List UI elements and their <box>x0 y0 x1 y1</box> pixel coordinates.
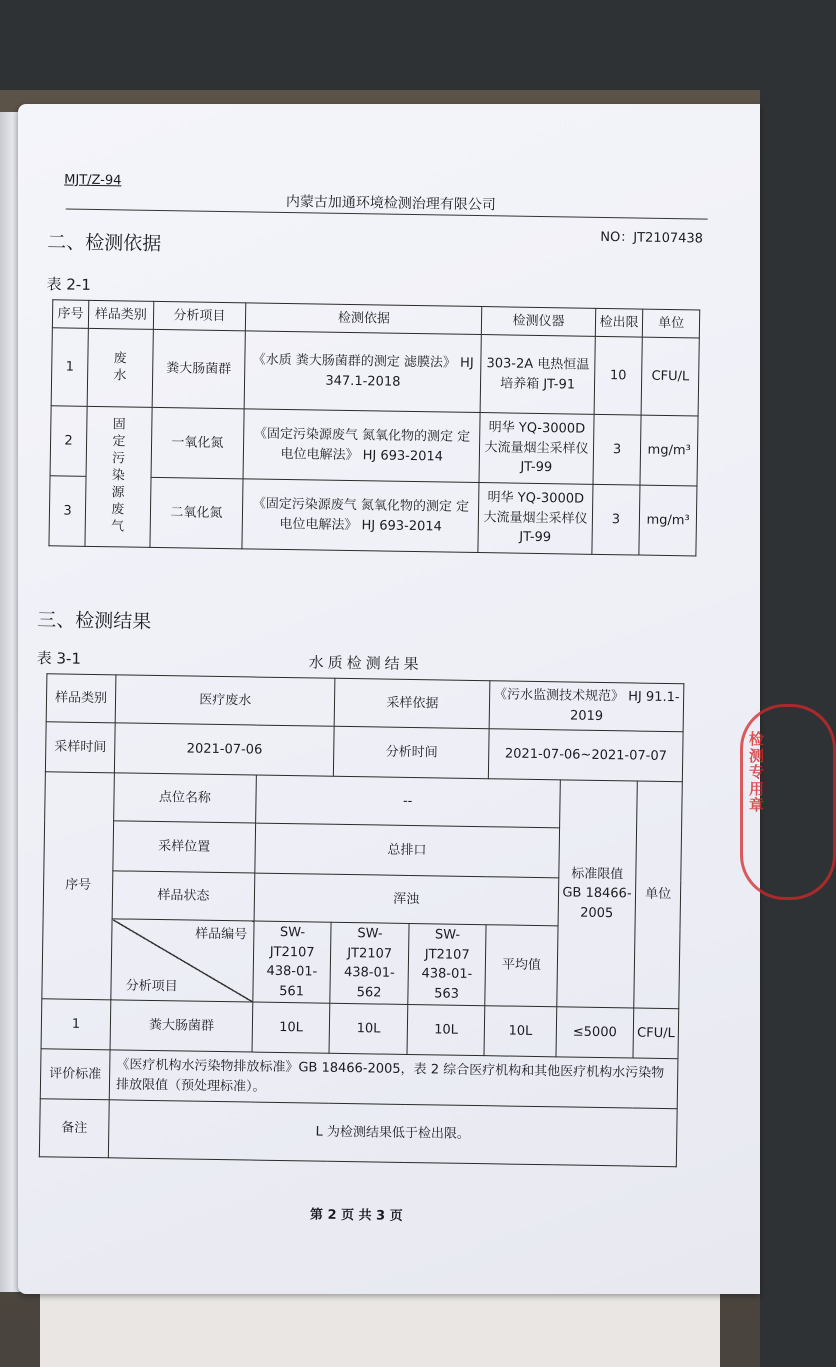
row-basis: 《固定污染源废气 氮氧化物的测定 定电位电解法》 HJ 693-2014 <box>243 409 480 483</box>
point-label: 点位名称 <box>114 773 257 823</box>
red-seal-stamp <box>740 704 836 900</box>
row-instrument: 明华 YQ-3000D 大流量烟尘采样仪 JT-99 <box>479 413 593 485</box>
sample-id: SW-JT2107 438-01-563 <box>408 923 487 1005</box>
row-no: 3 <box>49 476 86 547</box>
standard-label: 标准限值 GB 18466-2005 <box>556 780 637 1008</box>
point-value: -- <box>255 775 560 828</box>
row-category-text: 固定污染源废气 <box>110 417 126 535</box>
average-label: 平均值 <box>485 925 558 1007</box>
row-instrument: 303-2A 电热恒温培养箱 JT-91 <box>481 335 596 415</box>
row-limit: 3 <box>593 414 642 485</box>
analysis-item-label: 分析项目 <box>125 978 178 994</box>
table-caption: 水质检测结果 <box>308 653 423 674</box>
results-table <box>39 673 685 1167</box>
eval-text: 《医疗机构水污染物排放标准》GB 18466-2005，表 2 综合医疗机构和其他医疗机构水污染物排放限值（预处理标准）。 <box>109 1050 678 1109</box>
table-2-1-label: 表 2-1 <box>46 275 91 294</box>
col-header: 样品类别 <box>88 300 153 329</box>
sampling-basis-label: 采样依据 <box>335 678 491 728</box>
row-item: 粪大肠菌群 <box>152 329 246 408</box>
row-category <box>85 406 152 547</box>
row-basis: 《水质 粪大肠菌群的测定 滤膜法》 HJ 347.1-2018 <box>244 331 481 413</box>
row-no: 1 <box>51 328 88 407</box>
result-average: 10L <box>484 1006 556 1057</box>
row-instrument: 明华 YQ-3000D 大流量烟尘采样仪 JT-99 <box>478 483 592 555</box>
col-header: 单位 <box>643 309 700 338</box>
col-header: 序号 <box>52 300 88 329</box>
col-header: 检出限 <box>595 308 643 337</box>
row-item: 一氧化氮 <box>151 407 245 478</box>
section-2-title: 二、检测依据 <box>47 231 162 256</box>
row-basis: 《固定污染源废气 氮氧化物的测定 定电位电解法》 HJ 693-2014 <box>242 479 479 553</box>
table-row <box>51 328 699 416</box>
table-3-1-label: 表 3-1 <box>36 649 82 668</box>
diagonal-header <box>111 919 254 1002</box>
company-name: 内蒙古加通环境检测治理有限公司 <box>285 193 496 214</box>
col-header: 检测仪器 <box>482 307 596 337</box>
eval-label: 评价标准 <box>40 1049 110 1100</box>
row-unit: mg/m³ <box>640 415 698 486</box>
sampling-time-value: 2021-07-06 <box>114 723 334 776</box>
unit-label: 单位 <box>634 781 682 1009</box>
analysis-time-value: 2021-07-06~2021-07-07 <box>489 729 683 782</box>
result-item: 粪大肠菌群 <box>110 1000 253 1052</box>
col-header: 分析项目 <box>153 301 246 330</box>
result-value: 10L <box>407 1004 485 1055</box>
sample-id: SW-JT2107 438-01-562 <box>330 922 409 1004</box>
report-page <box>18 104 765 1294</box>
row-limit: 3 <box>592 484 641 555</box>
analysis-time-label: 分析时间 <box>334 726 490 778</box>
section-3-title: 三、检测结果 <box>37 609 152 633</box>
result-unit: CFU/L <box>633 1008 679 1059</box>
result-value: 10L <box>252 1002 330 1053</box>
location-label: 采样位置 <box>113 821 256 873</box>
result-no: 1 <box>41 999 111 1050</box>
remark-text: L 为检测结果低于检出限。 <box>108 1100 677 1167</box>
sample-id: SW-JT2107 438-01-561 <box>253 921 332 1003</box>
row-category-text: 废水 <box>113 350 127 383</box>
row-limit: 10 <box>594 336 643 415</box>
remark-label: 备注 <box>39 1099 109 1158</box>
location-value: 总排口 <box>255 823 560 878</box>
row-item: 二氧化氮 <box>149 477 243 548</box>
doc-code: MJT/Z-94 <box>64 172 122 189</box>
row-unit: CFU/L <box>641 337 699 416</box>
sampling-time-label: 采样时间 <box>45 722 115 773</box>
row-no: 2 <box>50 406 87 477</box>
row-category <box>87 328 153 407</box>
stamp-lettering: 检测专用章 <box>749 730 765 814</box>
page-number: 第 2 页 共 3 页 <box>309 1207 403 1224</box>
col-header: 检测依据 <box>246 303 483 335</box>
basis-table <box>48 299 700 556</box>
doc-number: NO：JT2107438 <box>600 229 704 247</box>
sample-type-value: 医疗废水 <box>115 675 335 726</box>
table-row <box>50 406 698 486</box>
sample-id-label: 样品编号 <box>195 926 248 943</box>
sample-type-label: 样品类别 <box>46 674 116 723</box>
row-unit: mg/m³ <box>639 485 697 556</box>
seq-label: 序号 <box>42 772 115 1000</box>
result-value: 10L <box>329 1003 407 1054</box>
state-label: 样品状态 <box>112 871 255 921</box>
sampling-basis-value: 《污水监测技术规范》 HJ 91.1-2019 <box>490 681 684 732</box>
result-standard: ≤5000 <box>556 1007 634 1058</box>
state-value: 浑浊 <box>254 873 559 926</box>
